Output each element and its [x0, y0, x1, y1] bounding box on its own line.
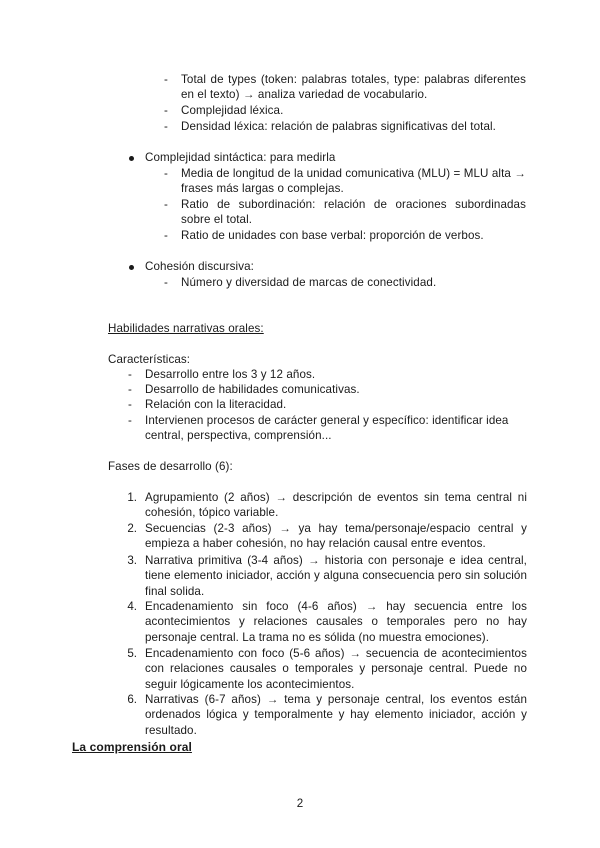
list-number: 3. [127, 554, 137, 567]
dash-marker: - [164, 229, 168, 242]
section-heading: La comprensión oral [72, 740, 192, 754]
phase-item: Encadenamiento sin foco (4-6 años) → hay secuencia entre los acontecimientos y relaciones causales o temporales pero no hay personaje central. La trama no es sólida (no muestra emociones). [145, 600, 527, 644]
dash-marker: - [128, 383, 132, 396]
characteristics-label: Características: [108, 353, 191, 366]
dash-marker: - [164, 104, 168, 117]
narrative-heading: Habilidades narrativas orales: [108, 322, 264, 335]
cohesion-item: Número y diversidad de marcas de conectividad. [181, 276, 437, 289]
bullet-dot [129, 265, 134, 270]
syntactic-item: Ratio de unidades con base verbal: proporción de verbos. [181, 229, 484, 242]
phase-item: Narrativa primitiva (3-4 años) → historia con personaje e idea central, tiene elemento iniciador, acción y alguna consecuencia pero sin solución final solida. [145, 554, 527, 598]
phase-item: Encadenamiento con foco (5-6 años) → secuencia de acontecimientos con relaciones causales o temporales y personaje central. Puede no seguir lógicamente los acontecimientos. [145, 647, 527, 691]
dash-marker: - [128, 414, 132, 427]
list-number: 4. [127, 600, 137, 613]
list-number: 2. [127, 522, 137, 535]
characteristic-item: Desarrollo de habilidades comunicativas. [145, 383, 360, 396]
characteristic-item: Desarrollo entre los 3 y 12 años. [145, 368, 316, 381]
list-number: 6. [127, 693, 137, 706]
bullet-dot [129, 156, 134, 161]
list-number: 5. [127, 647, 137, 660]
phase-item: Secuencias (2-3 años) → ya hay tema/personaje/espacio central y empieza a haber cohesión, no hay relación causal entre eventos. [145, 522, 527, 551]
list-number: 1. [127, 491, 137, 504]
syntactic-item: Ratio de subordinación: relación de oraciones subordinadas sobre el total. [181, 198, 526, 227]
dash-marker: - [128, 398, 132, 411]
syntactic-item: Media de longitud de la unidad comunicativa (MLU) = MLU alta → frases más largas o complejas. [181, 167, 526, 196]
dash-marker: - [164, 167, 168, 180]
characteristic-item: Relación con la literacidad. [145, 398, 287, 411]
dash-marker: - [164, 73, 168, 86]
dash-marker: - [128, 368, 132, 381]
lexical-item: Total de types (token: palabras totales, type: palabras diferentes en el texto) → analiza variedad de vocabulario. [181, 73, 526, 102]
lexical-item: Complejidad léxica. [181, 104, 284, 117]
lexical-item: Densidad léxica: relación de palabras significativas del total. [181, 120, 496, 133]
dash-marker: - [164, 276, 168, 289]
dash-marker: - [164, 120, 168, 133]
phase-item: Agrupamiento (2 años) → descripción de eventos sin tema central ni cohesión, tópico variable. [145, 491, 527, 520]
page-number: 2 [296, 797, 304, 810]
phase-item: Narrativas (6-7 años) → tema y personaje central, los eventos están ordenados lógica y temporalmente y hay elemento iniciador, acción y resultado. [145, 693, 527, 737]
dash-marker: - [164, 198, 168, 211]
cohesion-label: Cohesión discursiva: [145, 260, 254, 273]
phases-label: Fases de desarrollo (6): [108, 460, 233, 473]
characteristic-item: Intervienen procesos de carácter general y específico: identificar idea central, perspectiva, comprensión... [145, 414, 509, 443]
syntactic-label: Complejidad sintáctica: para medirla [145, 151, 336, 164]
